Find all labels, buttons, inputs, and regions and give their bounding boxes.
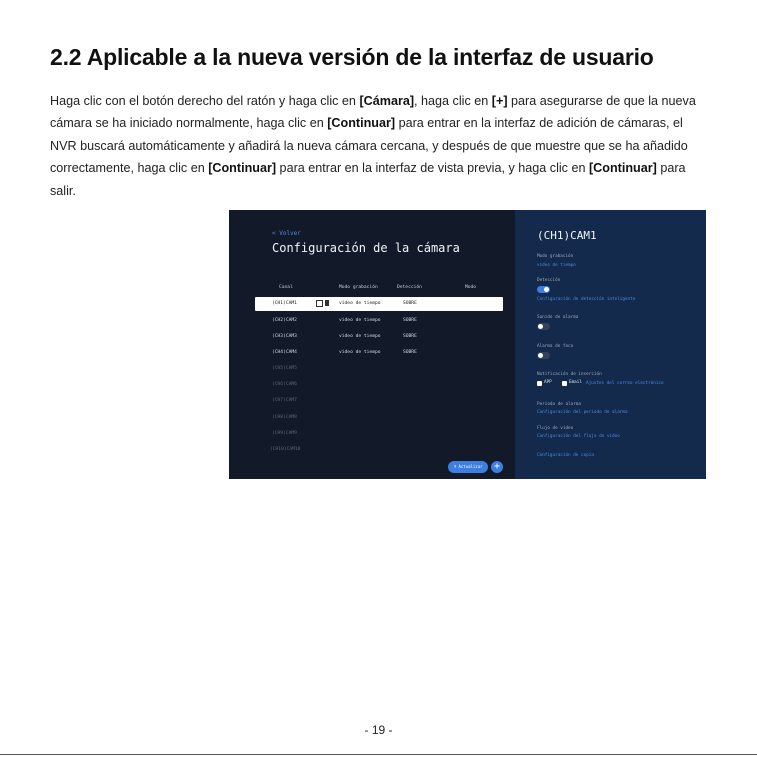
siren-toggle[interactable] — [537, 323, 550, 330]
record-mode-select[interactable]: vídeo de tiempo — [537, 263, 576, 268]
plus-keyword: [+] — [491, 94, 508, 108]
camera-row[interactable] — [255, 427, 503, 441]
row-record-mode: vídeo de tiempo — [339, 350, 381, 355]
app-checkbox[interactable] — [537, 381, 542, 386]
continue-keyword: [Continuar] — [588, 161, 657, 176]
row-channel: (CH6)CAM6 — [272, 382, 297, 387]
video-stream-label: Flujo de vídeo — [537, 426, 574, 431]
row-channel: (CH1)CAM1 — [272, 301, 297, 306]
toggle-knob — [538, 353, 543, 358]
detail-title: (CH1)CAM1 — [537, 229, 597, 242]
row-channel: (CH2)CAM2 — [272, 318, 297, 323]
column-header-mode: Modo — [465, 285, 477, 290]
add-camera-button[interactable]: ⬆ Actualizar — [448, 461, 488, 473]
push-notification-label: Notificación de inserción — [537, 372, 602, 377]
row-detection: SOBRE — [403, 301, 417, 306]
record-mode-label: Modo grabación — [537, 254, 574, 259]
upload-icon: ⬆ — [453, 464, 457, 470]
row-record-mode: vídeo de tiempo — [339, 334, 381, 339]
email-checkbox-label: Email — [569, 380, 582, 385]
camera-row[interactable] — [255, 411, 503, 425]
detection-toggle[interactable] — [537, 286, 550, 293]
alarm-period-link[interactable]: Configuración del periodo de alarma — [537, 410, 628, 415]
camera-row[interactable] — [255, 378, 503, 392]
siren-label: Sonido de alarma — [537, 315, 579, 320]
video-stream-link[interactable]: Configuración del flujo de vídeo — [537, 434, 620, 439]
copy-settings-link[interactable]: Configuración de copia — [537, 453, 594, 458]
email-settings-link[interactable]: Ajustes del correo electrónico — [586, 381, 664, 386]
camera-keyword: [Cámara] — [359, 94, 415, 108]
camera-row[interactable] — [255, 443, 503, 457]
row-channel: (CH8)CAM8 — [272, 415, 297, 420]
row-channel: (CH5)CAM5 — [272, 366, 297, 371]
row-record-mode: vídeo de tiempo — [339, 301, 381, 306]
section-heading: 2.2 Aplicable a la nueva versión de la interfaz de usuario — [50, 44, 654, 70]
smart-detection-link[interactable]: Configuración de detección inteligente — [537, 297, 636, 302]
camera-detail-pane — [515, 210, 706, 479]
column-header-record-mode: Modo grabación — [339, 285, 378, 290]
row-detection: SOBRE — [403, 334, 417, 339]
camera-row[interactable] — [255, 330, 503, 344]
row-channel: (CH9)CAM9 — [272, 431, 297, 436]
continue-keyword: [Continuar] — [208, 161, 277, 176]
row-record-mode: vídeo de tiempo — [339, 318, 381, 323]
camera-row[interactable] — [255, 346, 503, 360]
column-header-detection: Detección — [397, 285, 422, 290]
row-channel: (CH7)CAM7 — [272, 398, 297, 403]
row-detection: SOBRE — [403, 350, 417, 355]
app-checkbox-label: APP — [544, 380, 552, 385]
row-actions — [316, 300, 332, 308]
plus-button[interactable]: + — [491, 461, 503, 473]
row-detection: SOBRE — [403, 318, 417, 323]
row-channel: (CH3)CAM3 — [272, 334, 297, 339]
camera-settings-screenshot — [229, 210, 706, 479]
toggle-knob — [544, 287, 549, 292]
instructions-paragraph: Haga clic con el botón derecho del ratón y haga clic en [Cámara], haga clic en [+] para asegurarse de que la nueva cámara se ha iniciado normalmente, haga clic en [Continuar] para entrar en la interfaz de adición de cámaras, el NVR buscará automáticamente y añadirá la nueva cámara cercana, y después de que muestre que se ha añadido correctamente, haga clic en [Continuar] para entrar en la interfaz de vista previa, y haga clic en [Continuar] para salir. — [50, 94, 696, 198]
camera-row[interactable] — [255, 297, 503, 311]
column-header-channel: Canal — [279, 285, 293, 290]
delete-icon[interactable] — [325, 300, 329, 306]
camera-settings-title: Configuración de la cámara — [272, 241, 460, 255]
footer-divider — [0, 754, 757, 755]
alarm-period-label: Periodo de alarma — [537, 402, 581, 407]
spotlight-label: Alarma de foco — [537, 344, 574, 349]
camera-row[interactable] — [255, 362, 503, 376]
camera-list-pane — [229, 210, 515, 479]
row-channel: (CH10)CAM10 — [270, 447, 301, 452]
edit-icon[interactable] — [316, 300, 323, 307]
camera-row[interactable] — [255, 394, 503, 408]
toggle-knob — [538, 324, 543, 329]
page-number: - 19 - — [364, 723, 393, 737]
spotlight-toggle[interactable] — [537, 352, 550, 359]
detection-label: Detección — [537, 278, 561, 283]
email-checkbox[interactable] — [562, 381, 567, 386]
back-link[interactable]: < Volver — [272, 230, 301, 237]
continue-keyword: [Continuar] — [327, 116, 396, 131]
row-channel: (CH4)CAM4 — [272, 350, 297, 355]
camera-row[interactable] — [255, 314, 503, 328]
